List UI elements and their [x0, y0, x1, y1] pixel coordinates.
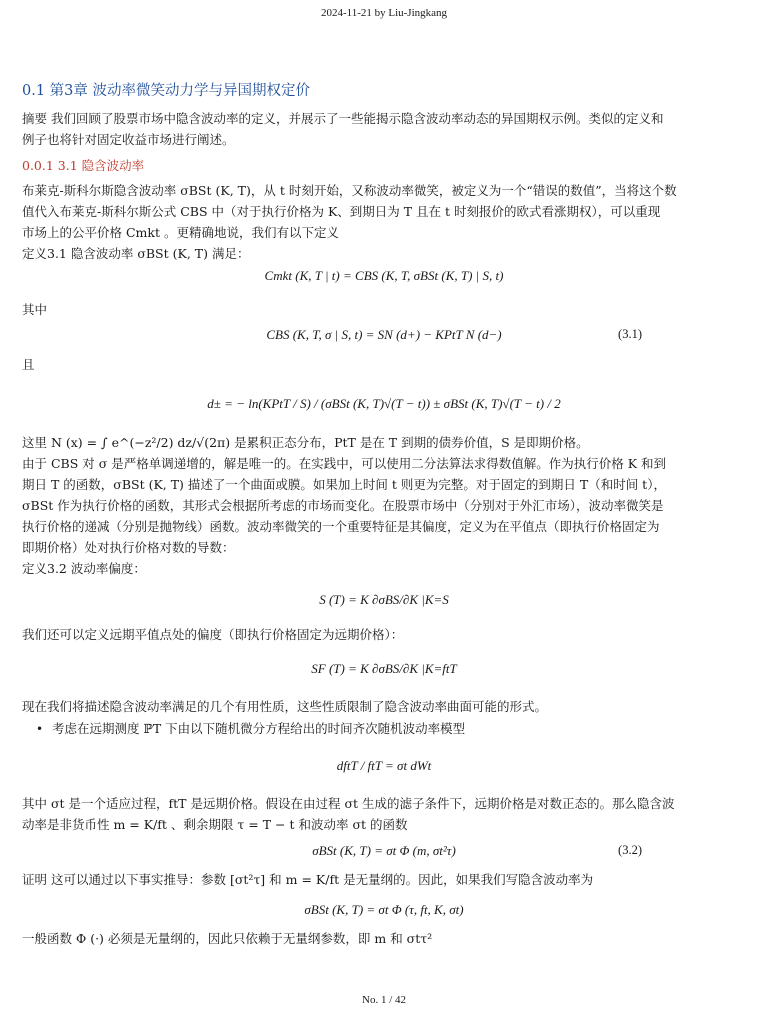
text-qizhong: 其中 — [22, 302, 48, 317]
paragraph-implied-vol — [22, 180, 744, 264]
definition-line: 定义3.2 波动率偏度： — [22, 561, 146, 576]
text-proof: 证明 这可以通过以下事实推导：参数 [σt²τ] 和 m = K/ft 是无量纲的。因此，如果我们写隐含波动率为 — [22, 872, 594, 887]
text-line: 期日 T 的函数，σBSt (K, T) 描述了一个曲面或膜。如果加上时间 t 则更为完整。对于固定的到期日 T（和时间 t）， — [22, 477, 666, 492]
equation-number: (3.2) — [618, 843, 642, 857]
section-title: 0.1 第3章 波动率微笑动力学与异国期权定价 — [22, 83, 311, 99]
equation-general-function: σBSt (K, T) = σt Φ (τ, ft, K, σt) — [304, 902, 464, 917]
bullet-marker: • — [36, 722, 44, 736]
text-useful-properties: 现在我们将描述隐含波动率满足的几个有用性质，这些性质限制了隐含波动率曲面可能的形式。 — [22, 699, 548, 714]
text-line: 即期价格）处对执行价格对数的导数： — [22, 540, 235, 555]
text-qie: 且 — [22, 357, 35, 372]
definition-line: 定义3.1 隐含波动率 σBSt (K, T) 满足： — [22, 246, 250, 261]
equation-implied-vol-function: σBSt (K, T) = σt Φ (m, σt²τ) — [312, 843, 456, 858]
abstract-line: 摘要 我们回顾了股票市场中隐含波动率的定义，并展示了一些能揭示隐含波动率动态的异国期权示例。类似的定义和 — [22, 111, 664, 126]
text-line: 这里 N (x) = ∫ e^(−z²/2) dz/√(2π) 是累积正态分布，PtT 是在 T 到期的债券价值，S 是即期价格。 — [22, 435, 589, 450]
text-line: 市场上的公平价格 Cmkt 。更精确地说，我们有以下定义 — [22, 225, 339, 240]
page-header: 2024-11-21 by Liu-Jingkang — [320, 7, 448, 19]
equation-sde: dftT / ftT = σt dWt — [336, 758, 432, 773]
text-line: 执行价格的递减（分别是抛物线）函数。波动率微笑的一个重要特征是其偏度，定义为在平值点（即执行价格固定为 — [22, 519, 660, 534]
equation-forward-skew: SF (T) = K ∂σBS/∂K |K=ftT — [311, 661, 457, 676]
equation-market-price: Cmkt (K, T | t) = CBS (K, T, σBSt (K, T) | S, t) — [264, 268, 504, 283]
abstract — [22, 108, 744, 150]
text-forward-skew: 我们还可以定义远期平值点处的偏度（即执行价格固定为远期价格）： — [22, 627, 404, 642]
abstract-line: 例子也将针对固定收益市场进行阐述。 — [22, 132, 235, 147]
text-line: σBSt 作为执行价格的函数，其形式会根据所考虑的市场而变化。在股票市场中（分别对于外汇市场），波动率微笑是 — [22, 498, 664, 513]
text-dimensionless: 一般函数 Φ (·) 必须是无量纲的，因此只依赖于无量纲参数，即 m 和 σtτ² — [22, 931, 433, 946]
text-line: 值代入布莱克-斯科尔斯公式 CBS 中（对于执行价格为 K、到期日为 T 且在 t 时刻报价的欧式看涨期权），可以重现 — [22, 204, 661, 219]
page-footer: No. 1 / 42 — [362, 994, 406, 1006]
paragraph-properties — [22, 432, 744, 579]
text-line: 动率是非货币性 m = K/ft 、剩余期限 τ = T − t 和波动率 σt 的函数 — [22, 817, 408, 832]
equation-bs-formula: CBS (K, T, σ | S, t) = SN (d+) − KPtT N (d−) — [266, 327, 502, 342]
subsection-title: 0.0.1 3.1 隐含波动率 — [22, 158, 145, 173]
equation-d-plus-minus: d± = − ln(KPtT / S) / (σBSt (K, T)√(T − t)) ± σBSt (K, T)√(T − t) / 2 — [207, 396, 561, 411]
bullet-text: 考虑在远期测度 ℙT 下由以下随机微分方程给出的时间齐次随机波动率模型 — [52, 721, 466, 736]
text-line: 布莱克-斯科尔斯隐含波动率 σBSt (K, T)，从 t 时刻开始，又称波动率微笑，被定义为一个“错误的数值”，当将这个数 — [22, 183, 677, 198]
equation-number: (3.1) — [618, 327, 642, 341]
text-line: 其中 σt 是一个适应过程，ftT 是远期价格。假设在由过程 σt 生成的滤子条件下，远期价格是对数正态的。那么隐含波 — [22, 796, 675, 811]
paragraph-lognormal — [22, 793, 744, 835]
text-line: 由于 CBS 对 σ 是严格单调递增的，解是唯一的。在实践中，可以使用二分法算法求得数值解。作为执行价格 K 和到 — [22, 456, 667, 471]
equation-skew: S (T) = K ∂σBS/∂K |K=S — [319, 592, 449, 607]
